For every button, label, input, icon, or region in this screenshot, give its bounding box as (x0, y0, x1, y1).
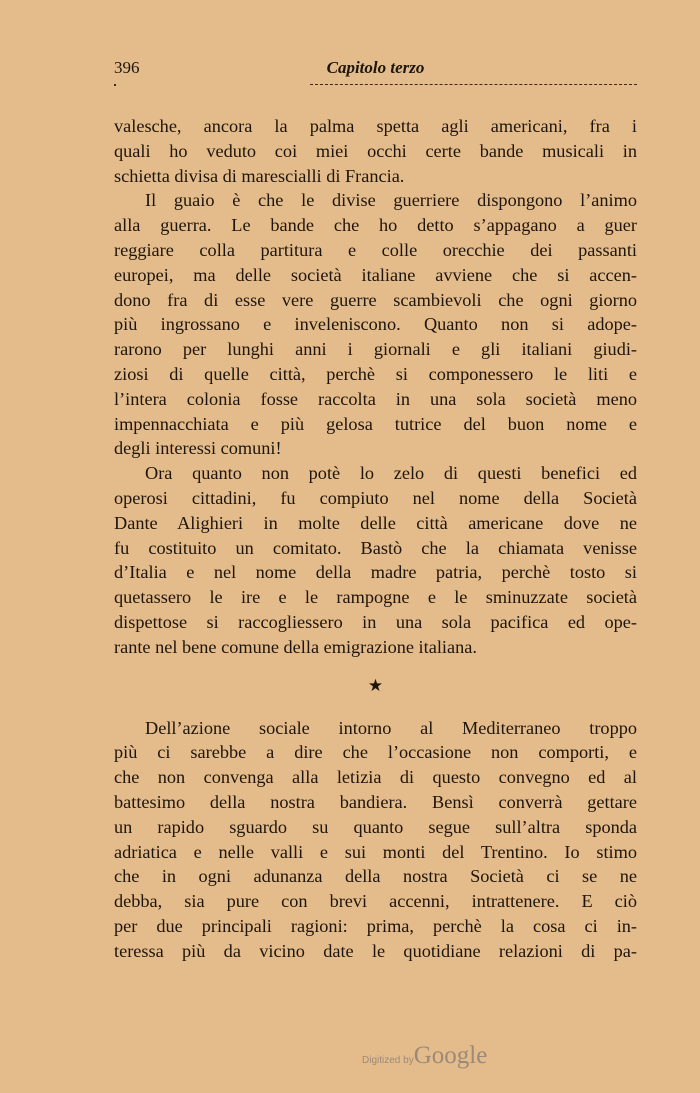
text-line: battesimo della nostra bandiera. Bensì converrà gettare (114, 791, 637, 812)
text-line: Ora quanto non potè lo zelo di questi benefici ed (145, 463, 637, 484)
text-line: Il guaio è che le divise guerriere dispongono l’animo (145, 190, 637, 211)
page-number: 396 (114, 58, 140, 77)
text-line: valesche, ancora la palma spetta agli americani, fra i (114, 116, 637, 136)
section-separator-star: ★ (367, 675, 384, 695)
text-line: rante nel bene comune della emigrazione italiana. (114, 636, 477, 657)
page-body (114, 114, 637, 964)
watermark-prefix: Digitized by (362, 1055, 414, 1066)
text-line: più ci sarebbe a dire che l’occasione non comporti, e (114, 742, 637, 763)
text-line: ziosi di quelle città, perchè si componessero le liti e (114, 363, 637, 384)
text-line: d’Italia e nel nome della madre patria, perchè tosto si (114, 562, 637, 583)
text-line: per due principali ragioni: prima, perchè la cosa ci in- (114, 915, 637, 936)
text-line: quetassero le ire e le rampogne e le sminuzzate società (114, 587, 637, 608)
text-line: alla guerra. Le bande che ho detto s’appagano a guer (114, 215, 637, 236)
paragraph-3 (114, 461, 637, 659)
text-line: che non convenga alla letizia di questo convegno ed al (114, 767, 637, 788)
text-line: un rapido sguardo su quanto segue sull’altra sponda (114, 816, 637, 837)
header-rule (310, 84, 637, 85)
text-line: schietta divisa di marescialli di Francia. (114, 165, 405, 186)
text-line: Dante Alighieri in molte delle città americane dove ne (114, 512, 637, 533)
running-header (114, 58, 637, 82)
text-line: fu costituito un comitato. Bastò che la chiamata venisse (114, 537, 637, 558)
paragraph-2 (114, 188, 637, 461)
text-line: dispettose si raccogliessero in una sola pacifica ed ope- (114, 611, 637, 632)
text-line: europei, ma delle società italiane avviene che si accen- (114, 264, 637, 285)
text-line: adriatica e nelle valli e sui monti del Trentino. Io stimo (114, 841, 637, 862)
text-line: più ingrossano e inveleniscono. Quanto non si adope- (114, 314, 637, 335)
text-line: che in ogni adunanza della nostra Società ci se ne (114, 866, 637, 887)
header-rule-dot (114, 84, 116, 86)
text-line: dono fra di esse vere guerre scambievoli che ogni giorno (114, 289, 637, 310)
text-line: quali ho veduto coi miei occhi certe bande musicali in (114, 140, 637, 161)
text-line: degli interessi comuni! (114, 438, 282, 459)
paragraph-1 (114, 114, 637, 188)
text-line: teressa più da vicino date le quotidiane relazioni di pa- (114, 940, 637, 961)
text-line: operosi cittadini, fu compiuto nel nome della Società (114, 487, 637, 508)
text-line: debba, sia pure con brevi accenni, intrattenere. E ciò (114, 891, 637, 912)
digitized-by-google-watermark (362, 1042, 487, 1070)
paragraph-4 (114, 716, 637, 964)
text-line: impennacchiata e più gelosa tutrice del buon nome e (114, 413, 637, 434)
running-title: Capitolo terzo (326, 58, 425, 77)
text-line: Dell’azione sociale intorno al Mediterraneo troppo (145, 717, 637, 738)
text-line: rarono per lunghi anni i giornali e gli italiani giudi- (114, 339, 637, 360)
text-line: l’intera colonia fosse raccolta in una sola società meno (114, 388, 637, 409)
text-line: reggiare colla partitura e colle orecchie dei passanti (114, 239, 637, 260)
google-logo: Google (413, 1042, 488, 1069)
